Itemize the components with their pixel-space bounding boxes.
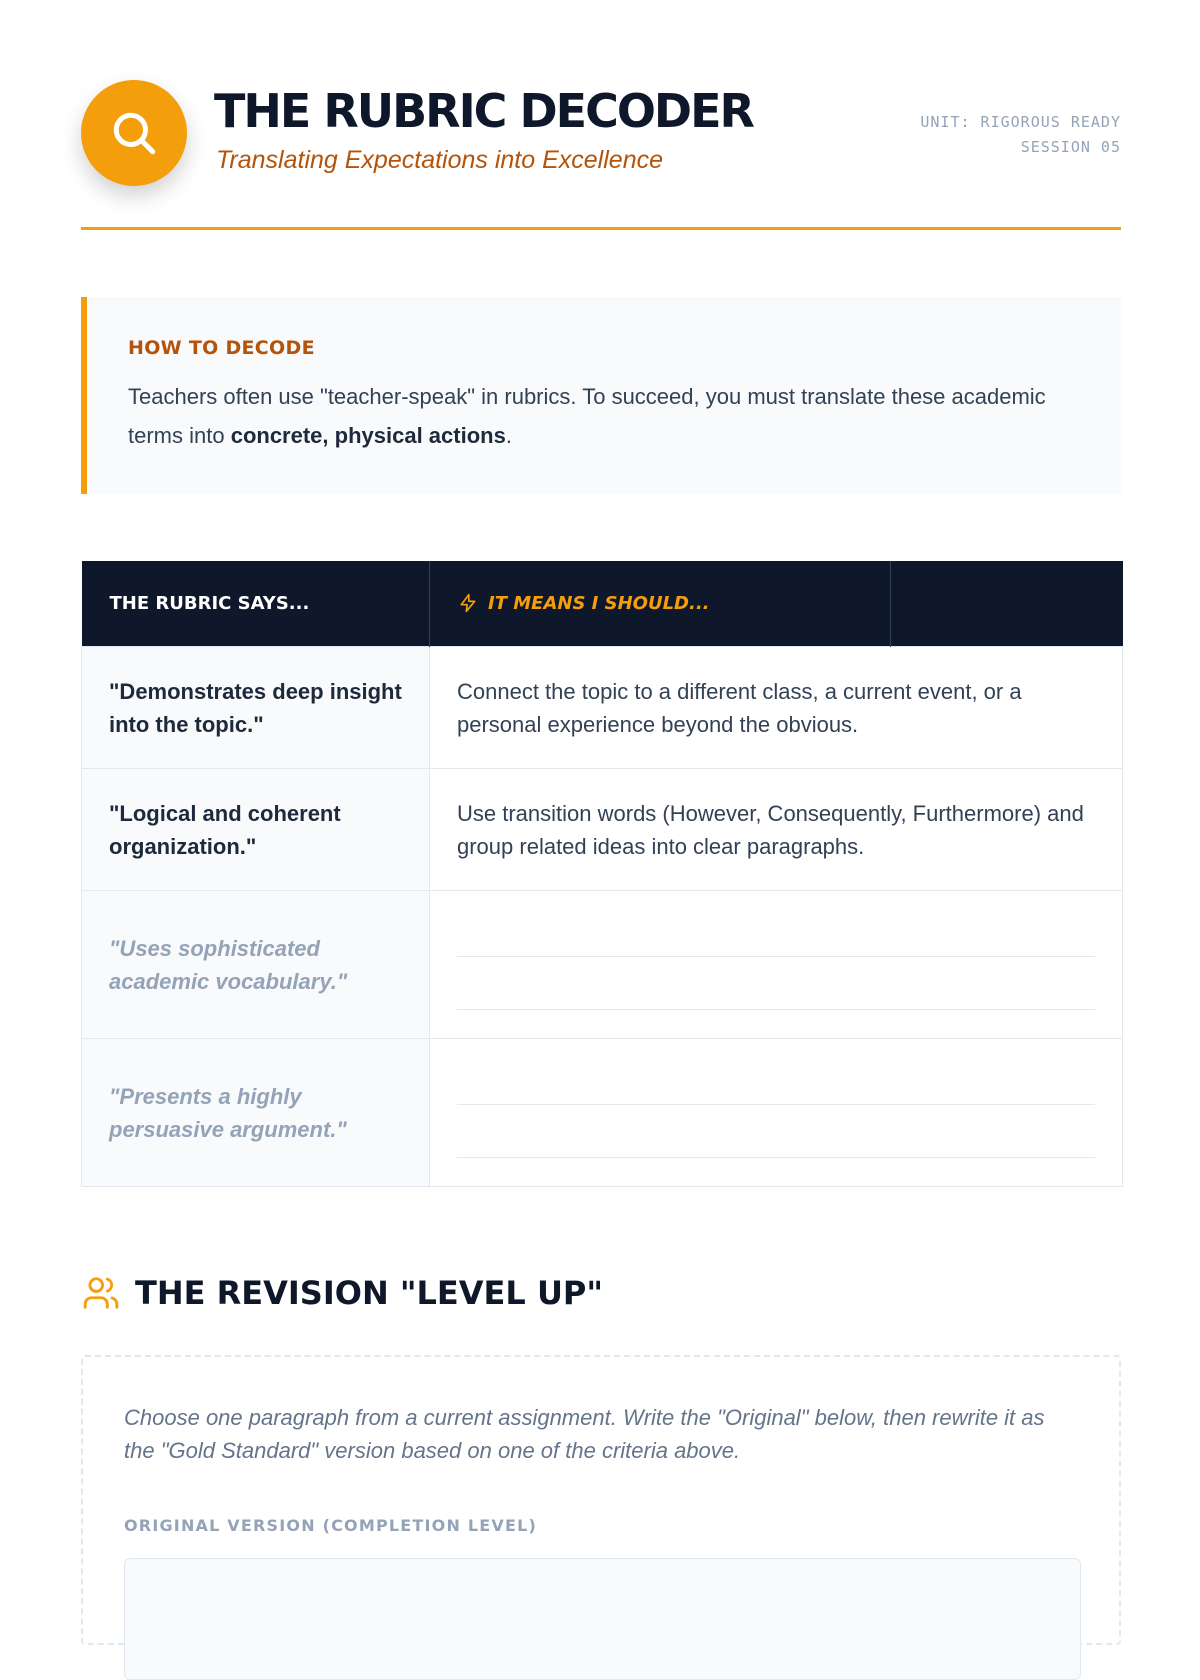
write-line: [457, 956, 1095, 957]
meaning-answer-cell[interactable]: [430, 891, 1123, 1039]
write-line: [457, 1104, 1095, 1105]
callout-text: [128, 377, 1048, 455]
col-header-blank: [891, 561, 1123, 647]
unit-meta: [920, 110, 1121, 160]
write-line: [457, 1009, 1095, 1010]
table-row: [82, 1039, 1123, 1187]
table-header-row: [82, 561, 1123, 647]
col-header-it-means: IT MEANS I SHOULD...: [430, 561, 891, 647]
header: [81, 80, 1121, 230]
col-header-rubric-says: THE RUBRIC SAYS...: [82, 561, 430, 647]
magnifying-glass-icon: [109, 108, 159, 158]
revision-box: [81, 1355, 1121, 1645]
section-heading: [81, 1270, 603, 1316]
header-divider: [81, 227, 1121, 230]
revision-instructions: Choose one paragraph from a current assignment. Write the "Original" below, then rewrite it as the "Gold Standard" version based on one of the criteria above.: [124, 1405, 1045, 1463]
rubric-meaning: Connect the topic to a different class, a current event, or a personal experience beyond the obvious.: [430, 647, 1123, 769]
rubric-meaning: Use transition words (However, Consequently, Furthermore) and group related ideas into clear paragraphs.: [430, 769, 1123, 891]
lightning-icon: [458, 593, 478, 613]
session-label: SESSION 05: [1020, 138, 1121, 156]
callout-text-before: Teachers often use "teacher-speak" in rubrics. To succeed, you must translate these academic terms into: [128, 384, 1046, 448]
callout-heading: HOW TO DECODE: [128, 337, 315, 359]
rubric-term: "Logical and coherent organization.": [82, 769, 430, 891]
table-row: [82, 647, 1123, 769]
rubric-term: "Uses sophisticated academic vocabulary.": [82, 891, 430, 1039]
table-row: [82, 891, 1123, 1039]
section-title: THE REVISION "LEVEL UP": [135, 1274, 604, 1312]
callout-text-after: .: [505, 423, 512, 448]
write-line: [457, 1157, 1095, 1158]
page-subtitle: Translating Expectations into Excellence: [216, 146, 663, 174]
callout-text-bold: concrete, physical actions: [230, 423, 506, 448]
unit-label: UNIT: RIGOROUS READY: [920, 113, 1121, 131]
how-to-decode-callout: [81, 297, 1121, 494]
meaning-answer-cell[interactable]: [430, 1039, 1123, 1187]
original-version-label: ORIGINAL VERSION (COMPLETION LEVEL): [124, 1516, 537, 1535]
original-version-field[interactable]: [124, 1558, 1081, 1680]
logo-badge: [81, 80, 187, 186]
page-title: THE RUBRIC DECODER: [214, 84, 753, 138]
rubric-table: [81, 561, 1123, 1187]
rubric-term: "Demonstrates deep insight into the topic.": [82, 647, 430, 769]
rubric-term: "Presents a highly persuasive argument.": [82, 1039, 430, 1187]
users-icon: [81, 1274, 121, 1312]
table-row: [82, 769, 1123, 891]
